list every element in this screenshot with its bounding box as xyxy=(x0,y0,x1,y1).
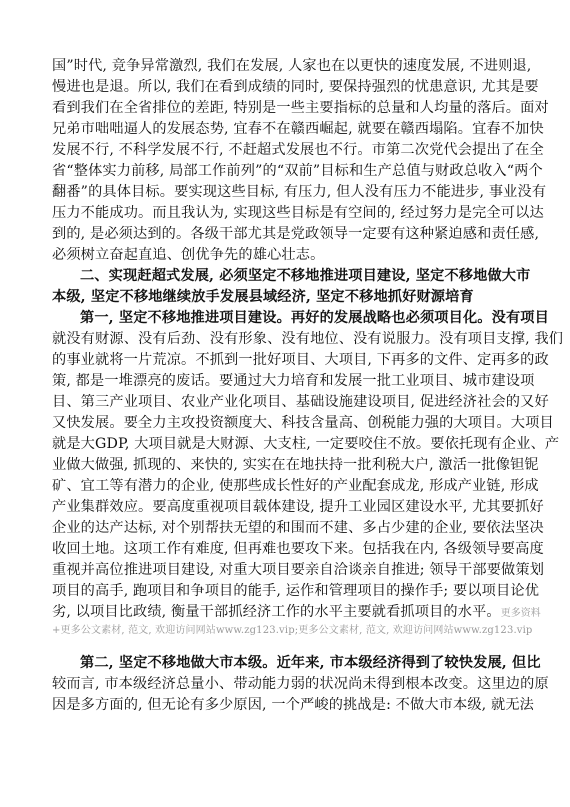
text-line: 产业集群效应。要高度重视项目载体建设, 提升工业园区建设水平, 尤其要抓好 xyxy=(52,499,544,515)
text-line: 业做大做强, 抓现的、来快的, 实实在在地扶持一批利税大户, 激活一批像钽铌 xyxy=(52,457,539,473)
text-line xyxy=(52,653,541,674)
paragraph-lead: 第一, 坚定不移地推进项目建设。再好的发展战略也必须项目化。没有项目 xyxy=(80,310,549,326)
text-line: 就是大GDP, 大项目就是大财源、大支柱, 一定要咬住不放。要依托现有企业、产 xyxy=(52,436,560,452)
text-line: 重视并高位推进项目建设, 对重大项目要亲自洽谈亲自推进; 领导干部要做策划 xyxy=(52,562,545,578)
text-line xyxy=(52,308,549,329)
text-line: 因是多方面的, 但无论有多少原因, 一个严峻的挑战是: 不做大市本级, 就无法 xyxy=(52,697,535,713)
text-line: 矿、宜工等有潜力的企业, 使那些成长性好的产业配套成龙, 形成产业链, 形成 xyxy=(52,478,539,494)
text-line: 必须树立奋起直追、创优争先的雄心壮志。 xyxy=(52,247,325,263)
text-line: 策, 都是一堆漂亮的废话。要通过大力培育和发展一批工业项目、城市建设项 xyxy=(52,373,535,389)
text-line: 国”时代, 竞争异常激烈, 我们在发展, 人家也在以更快的速度发展, 不进则退, xyxy=(52,58,532,74)
text-line: 发展不行, 不科学发展不行, 不赶超式发展也不行。市第二次党代会提出了在全 xyxy=(52,142,544,158)
text-line: 兄弟市咄咄逼人的发展态势, 宜春不在赣西崛起, 就要在赣西塌陷。宜春不加快 xyxy=(52,121,544,137)
text-line: 企业的达产达标, 对个别帮扶无望的和围而不建、多占少建的企业, 要依法坚决 xyxy=(52,520,544,536)
paragraph-3 xyxy=(52,653,549,716)
heading-line: 二、实现赶超式发展, 必须坚定不移地推进项目建设, 坚定不移地做大市 xyxy=(80,268,531,284)
text-line: 看到我们在全省排位的差距, 特别是一些主要指标的总量和人均量的落后。面对 xyxy=(52,100,549,116)
text-line: 又快发展。要全力主攻投资额度大、科技含量高、创税能力强的大项目。大项目 xyxy=(52,415,554,431)
text-line: 的事业就将一片荒凉。不抓到一批好项目、大项目, 下再多的文件、定再多的政 xyxy=(52,352,549,368)
text-line: 项目的高手, 跑项目和争项目的能手, 运作和管理项目的操作手; 要以项目论优 xyxy=(52,583,540,599)
spacer xyxy=(52,639,522,653)
text-line: 翻番”的具体目标。要实现这些目标, 有压力, 但人没有压力不能进步, 事业没有 xyxy=(52,184,547,200)
heading-line: 本级, 坚定不移地继续放手发展县域经济, 坚定不移地抓好财源培育 xyxy=(52,289,474,305)
text-line: 压力不能成功。而且我认为, 实现这些目标是有空间的, 经过努力是完全可以达 xyxy=(52,205,544,221)
text-line: 较而言, 市本级经济总量小、带动能力弱的状况尚未得到根本改变。这里边的原 xyxy=(52,676,549,692)
text-line: 到的, 是必须达到的。各级干部尤其是党政领导一定要有这种紧迫感和责任感, xyxy=(52,226,540,242)
text-line xyxy=(52,602,541,623)
section-heading-2 xyxy=(52,266,531,308)
text-line-content: 劣, 以项目比政绩, 衡量干部抓经济工作的水平主要就看抓项目的水平。 xyxy=(52,604,501,620)
paragraph-1 xyxy=(52,56,549,266)
paragraph-2 xyxy=(52,308,564,639)
text-line: 慢进也是退。所以, 我们在看到成绩的同时, 要保持强烈的忧患意识, 尤其是要 xyxy=(52,79,539,95)
document-page xyxy=(52,56,564,716)
text-line: 收回土地。这项工作有难度, 但再难也要攻下来。包括我在内, 各级领导要高度 xyxy=(52,541,544,557)
paragraph-lead: 第二, 坚定不移地做大市本级。近年来, 市本级经济得到了较快发展, 但比 xyxy=(80,655,541,671)
text-line: 就没有财源、没有后劲、没有形象、没有地位、没有说服力。没有项目支撑, 我们 xyxy=(52,331,564,347)
text-line: 目、第三产业项目、农业产业化项目、基础设施建设项目, 促进经济社会的又好 xyxy=(52,394,549,410)
more-materials-link[interactable]: 更多资料 xyxy=(500,608,541,619)
watermark-link-row[interactable]: +更多公文素材, 范文, 欢迎访问网站www.zg123.vip;更多公文素材, 范文, 欢迎访问网站www.zg123.vip xyxy=(52,625,533,636)
text-line: 省“整体实力前移, 局部工作前列”的“双前”目标和生产总值与财政总收入“两个 xyxy=(52,163,543,179)
